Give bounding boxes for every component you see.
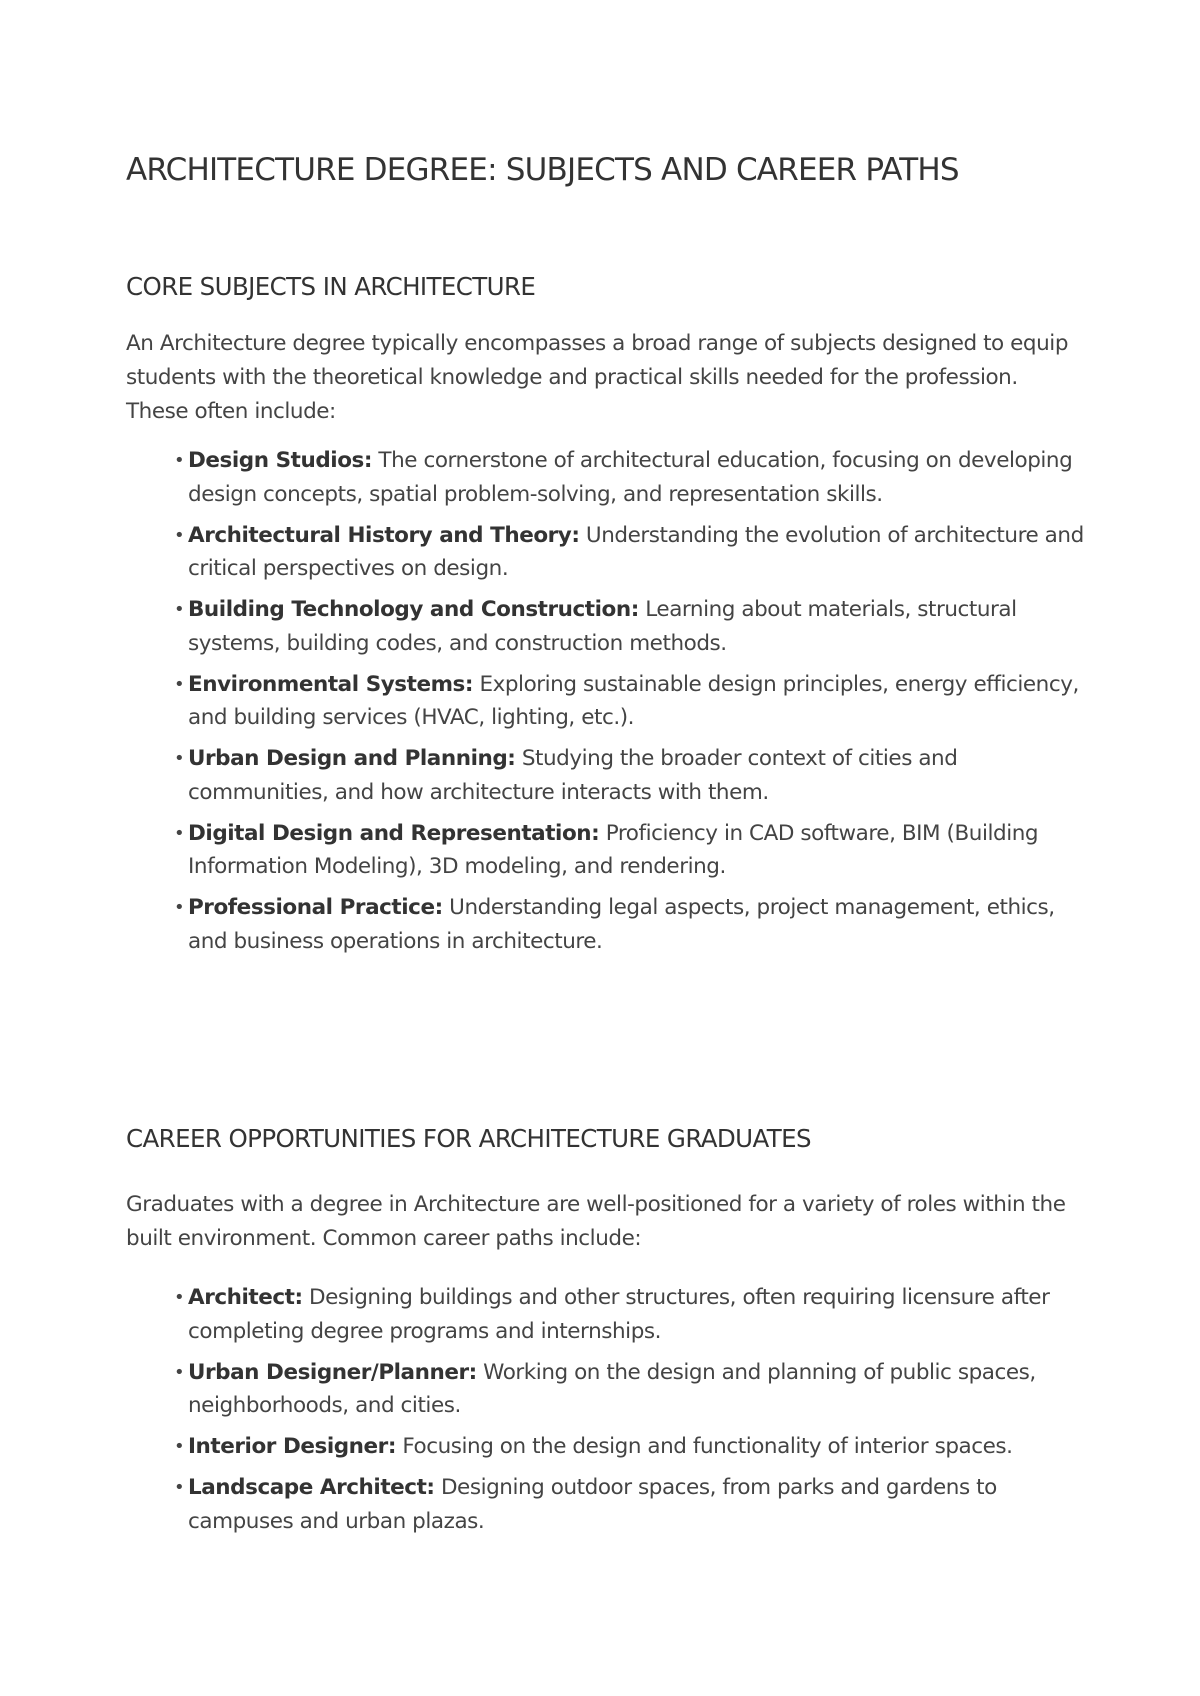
list-item-text: Understanding legal aspects, project management, ethics, and business operations in architecture. [188,895,1055,954]
list-item [174,891,1088,958]
bullet-icon: • [174,1287,185,1308]
list-item [174,519,1088,586]
list-item-term: Design Studios: [188,448,373,473]
list-item-term: Interior Designer: [188,1434,396,1459]
bullet-icon: • [174,673,185,695]
list-item-text: Studying the broader context of cities and communities, and how architecture interacts with them. [188,746,958,805]
bullet-icon: • [174,450,185,471]
bullet-icon: • [174,599,185,620]
bullet-icon: • [174,524,185,546]
list-item-term: Environmental Systems: [188,671,474,697]
section-heading-core-subjects: CORE SUBJECTS IN ARCHITECTURE [126,272,536,301]
list-item [174,1471,1088,1538]
list-item-text: The cornerstone of architectural education, focusing on developing design concepts, spatial problem-solving, and representation skills. [188,448,1073,507]
section-intro-career-opportunities: Graduates with a degree in Architecture are well-positioned for a variety of roles within the built environment. Common career paths include: [126,1192,1066,1251]
bullet-icon: • [174,1477,185,1498]
list-item-text: Proficiency in CAD software, BIM (Building Information Modeling), 3D modeling, and rendering. [188,820,1039,879]
list-item [174,1430,1088,1464]
page-title: ARCHITECTURE DEGREE: SUBJECTS AND CAREER PATHS [126,152,959,188]
list-item-text: Designing buildings and other structures, often requiring licensure after completing degree programs and internships. [188,1285,1050,1344]
list-item [174,668,1088,735]
section-heading-career-opportunities: CAREER OPPORTUNITIES FOR ARCHITECTURE GRADUATES [126,1124,811,1153]
list-item-term: Landscape Architect: [188,1475,435,1500]
list-item-term: Professional Practice: [188,895,443,920]
bullet-icon: • [174,748,185,769]
list-item-term: Urban Design and Planning: [188,746,516,771]
list-item-text: Understanding the evolution of architecture and critical perspectives on design. [188,522,1084,581]
list-item-text: Working on the design and planning of public spaces, neighborhoods, and cities. [188,1359,1036,1418]
list-item-text: Exploring sustainable design principles, energy efficiency, and building services (HVAC, lighting, etc.). [188,671,1079,730]
list-item-term: Building Technology and Construction: [188,597,639,622]
bullet-icon: • [174,822,185,844]
bullet-icon: • [174,1361,185,1383]
list-item [174,817,1088,884]
list-item-text: Focusing on the design and functionality of interior spaces. [402,1434,1013,1459]
list-item [174,1281,1088,1348]
core-subjects-list [174,444,1148,966]
list-item-text: Designing outdoor spaces, from parks and gardens to campuses and urban plazas. [188,1475,997,1534]
list-item-term: Digital Design and Representation: [188,820,600,846]
list-item [174,1356,1088,1423]
list-item-term: Architect: [188,1285,303,1310]
bullet-icon: • [174,897,185,918]
list-item-term: Urban Designer/Planner: [188,1359,477,1385]
list-item [174,742,1088,809]
career-paths-list [174,1281,1148,1546]
list-item-text: Learning about materials, structural systems, building codes, and construction methods. [188,597,1017,656]
section-intro-core-subjects: An Architecture degree typically encompasses a broad range of subjects designed to equip students with the theoretical knowledge and practical skills needed for the profession. These often include: [126,331,1069,424]
list-item [174,593,1088,660]
list-item-term: Architectural History and Theory: [188,522,580,548]
list-item [174,444,1088,511]
bullet-icon: • [174,1436,185,1457]
